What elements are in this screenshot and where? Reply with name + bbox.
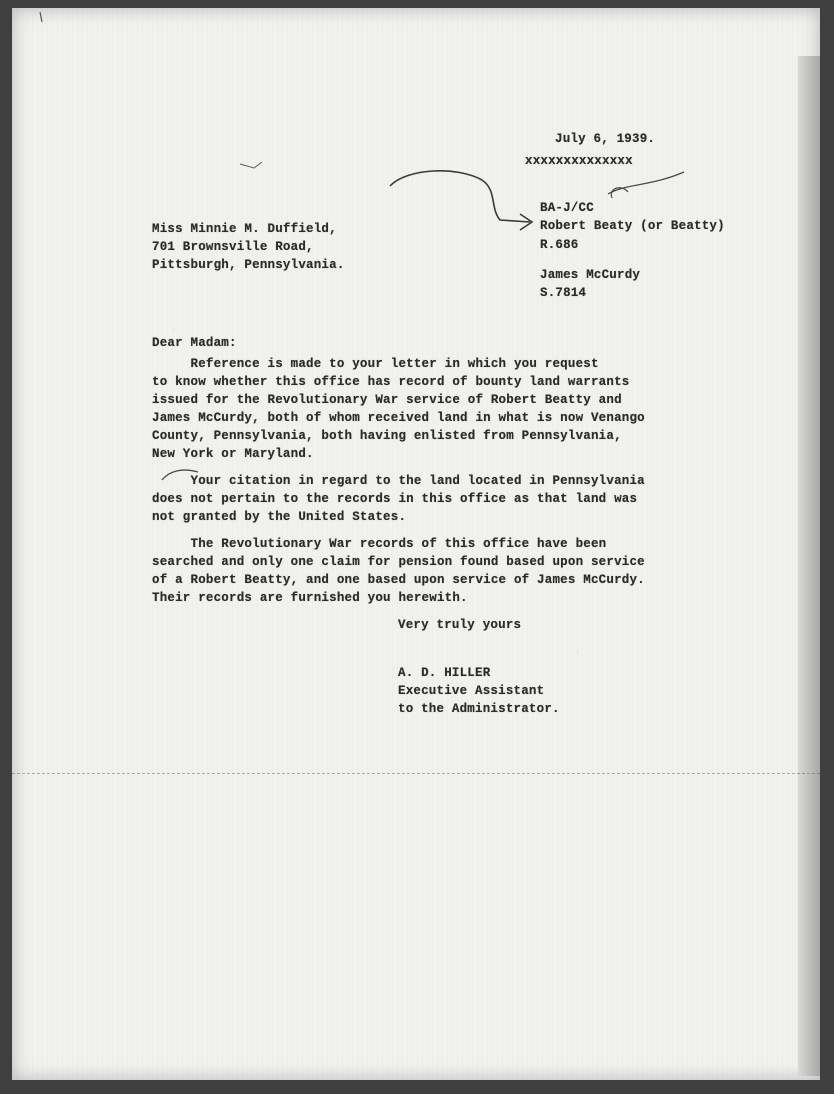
pencil-check-mark [608, 172, 684, 194]
reference-code: BA-J/CC [540, 201, 594, 215]
paragraph-line: Their records are furnished you herewith. [152, 591, 468, 605]
recipient-name: Miss Minnie M. Duffield, [152, 222, 337, 236]
pencil-tick-top [240, 162, 262, 168]
struck-text: xxxxxxxxxxxxxx [525, 154, 633, 168]
handwritten-marks [12, 8, 820, 1080]
paragraph-line: James McCurdy, both of whom received land in what is now Venango [152, 411, 645, 425]
letter-date: July 6, 1939. [555, 132, 656, 146]
closing: Very truly yours [398, 618, 522, 632]
reference-number-r: R.686 [540, 238, 579, 252]
paragraph-line: of a Robert Beatty, and one based upon service of James McCurdy. [152, 573, 645, 587]
paragraph-line: New York or Maryland. [152, 447, 314, 461]
recipient-city: Pittsburgh, Pennsylvania. [152, 258, 345, 272]
signature-title-2: to the Administrator. [398, 702, 560, 716]
salutation: Dear Madam: [152, 336, 237, 350]
reference-number-s: S.7814 [540, 286, 587, 300]
reference-name-mccurdy: James McCurdy [540, 268, 641, 282]
pencil-arrow-curve [390, 171, 530, 222]
paragraph-line: searched and only one claim for pension found based upon service [152, 555, 645, 569]
letter-page [12, 8, 820, 1080]
paragraph-line: Reference is made to your letter in which you request [152, 357, 599, 371]
paragraph-line: to know whether this office has record of bounty land warrants [152, 375, 630, 389]
paragraph-line: does not pertain to the records in this office as that land was [152, 492, 638, 506]
signature-name: A. D. HILLER [398, 666, 491, 680]
paragraph-line: Your citation in regard to the land located in Pennsylvania [152, 474, 645, 488]
pencil-tick-paragraph [162, 470, 198, 480]
paragraph-line: County, Pennsylvania, both having enlisted from Pennsylvania, [152, 429, 622, 443]
pencil-mark-corner [40, 12, 42, 22]
recipient-street: 701 Brownsville Road, [152, 240, 314, 254]
reference-name-beaty: Robert Beaty (or Beatty) [540, 219, 725, 233]
paragraph-line: The Revolutionary War records of this office have been [152, 537, 607, 551]
paragraph-line: issued for the Revolutionary War service of Robert Beatty and [152, 393, 622, 407]
signature-title-1: Executive Assistant [398, 684, 545, 698]
paragraph-line: not granted by the United States. [152, 510, 407, 524]
